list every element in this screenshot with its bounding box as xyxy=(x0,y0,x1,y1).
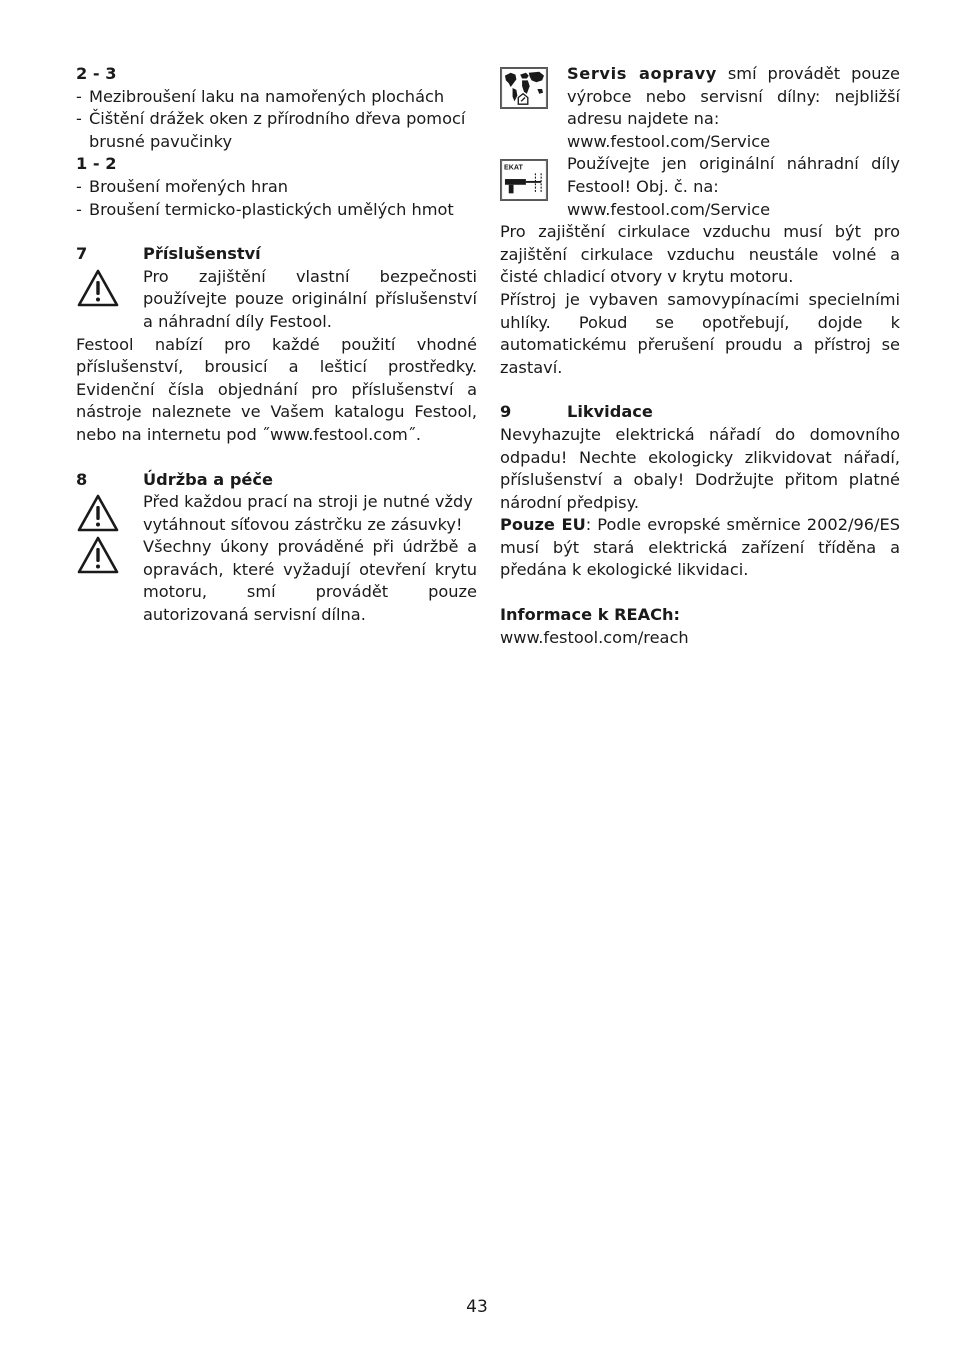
section-7-body: Festool nabízí pro každé použití vhodné příslušenství, brousicí a lešticí prostředky. Evidenční čísla objednání pro příslušenství a nástroje naleznete ve Vašem katalogu Festool, nebo na internetu pod ˝www.festool.com˝. xyxy=(76,334,477,444)
warning-triangle-icon xyxy=(76,268,120,308)
svg-text:EKAT: EKAT xyxy=(504,163,523,172)
list-item: - Mezibroušení laku na namořených plochách xyxy=(76,86,445,106)
right-column xyxy=(500,63,900,649)
section-title: Likvidace xyxy=(567,402,653,422)
eu-paragraph: Pouze EU: Podle evropské směrnice 2002/96/ES musí být stará elektrická zařízení tříděna a předána k ekologické likvidaci. xyxy=(500,515,900,580)
section-title: Příslušenství xyxy=(143,244,261,264)
ekat-spare-parts-icon xyxy=(500,159,548,201)
cooling-paragraph: Pro zajištění cirkulace vzduchu musí být pro zajištění cirkulace vzduchu neustále volné a čisté chladicí otvory v krytu motoru. xyxy=(500,222,900,287)
reach-url: www.festool.com/reach xyxy=(500,627,689,647)
list-item: - Broušení mořených hran xyxy=(76,176,289,196)
parts-url: www.festool.com/Service xyxy=(567,199,771,219)
section-8-heading: 8 Údržba a péče xyxy=(76,469,477,492)
section-8-warning: Před každou prací na stroji je nutné vždy vytáhnout síťovou zástrčku ze zásuvky! Všechny úkony prováděné při údržbě a opravách, které vyžadují otevření krytu motoru, smí provádět pouze autorizovaná servisní dílna. xyxy=(76,491,477,627)
service-url: www.festool.com/Service xyxy=(567,131,771,151)
section-9-body: Nevyhazujte elektrická nářadí do domovního odpadu! Nechte ekologicky zlikvidovat nářadí, příslušenství a obaly! Dodržujte přitom platné národní předpisy. xyxy=(500,424,900,512)
section-title: Údržba a péče xyxy=(143,469,273,489)
world-service-icon xyxy=(500,67,548,109)
reach-heading: Informace k REACh: xyxy=(500,605,681,625)
list-item: - Broušení termicko-plastických umělých hmot xyxy=(76,199,454,219)
section-7-heading: 7 Příslušenství xyxy=(76,243,477,266)
page-number: 43 xyxy=(466,1297,488,1317)
group-heading-1-2: 1 - 2 xyxy=(76,154,117,174)
warning-triangle-icon xyxy=(76,493,120,533)
warning-triangle-icon xyxy=(76,535,120,575)
service-block: EKAT Servis aopravy smí provádět pouze výrobce nebo servisní dílny: nejbližší adresu najdete na: www.festool.com/Service Používejte jen originální náhradní díly Festool! Obj. č. na: www.festool.com/Service xyxy=(500,63,900,221)
list-item: - Čištění drážek oken z přírodního dřeva pomocí brusné pavučinky xyxy=(76,109,466,151)
carbon-brushes-paragraph: Přístroj je vybaven samovypínacími specielními uhlíky. Pokud se opotřebují, dojde k automatickému přerušení proudu a přístroj se zastaví. xyxy=(500,289,900,377)
section-9-heading: 9 Likvidace xyxy=(500,401,900,424)
left-column xyxy=(76,63,477,627)
group-heading-2-3: 2 - 3 xyxy=(76,64,117,83)
section-7-warning: Pro zajištění vlastní bezpečnosti používejte pouze originální příslušenství a náhradní díly Festool. xyxy=(76,266,477,334)
